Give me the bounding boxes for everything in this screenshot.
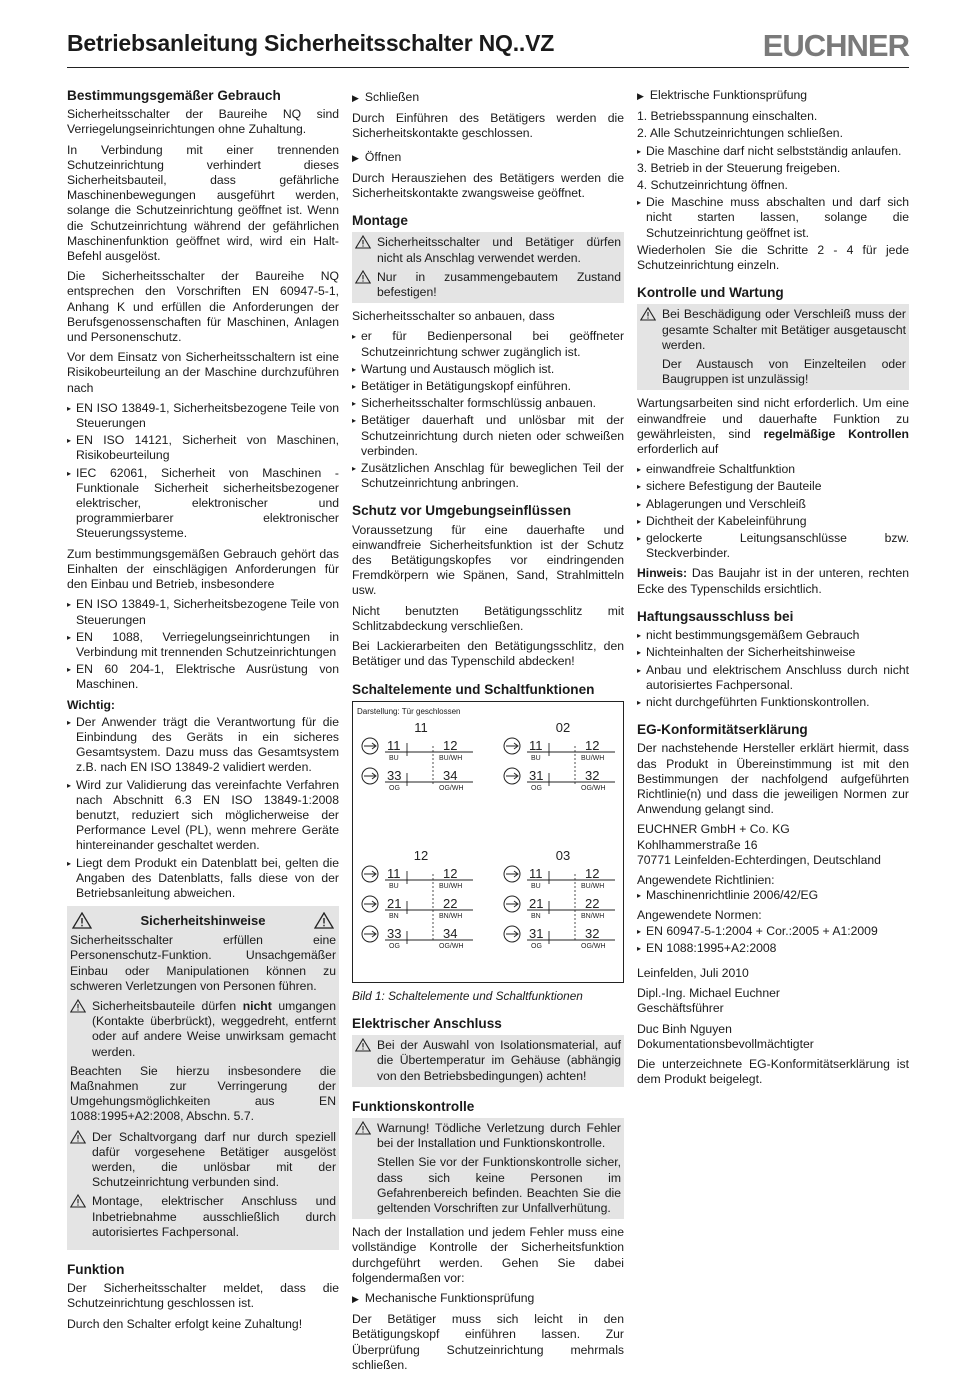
wire-color: OG bbox=[531, 784, 542, 792]
heading-haftung: Haftungsausschluss bei bbox=[637, 608, 794, 624]
diagram-note: Darstellung: Tür geschlossen bbox=[357, 706, 461, 716]
terminal-number: 22 bbox=[585, 895, 600, 911]
warning-text: Warnung! Tödliche Verletzung durch Fehler bei der Installation und Funktionskontrolle. bbox=[377, 1120, 621, 1151]
wire-color: BN bbox=[531, 912, 541, 920]
warning-note bbox=[70, 999, 336, 1060]
address-line: EUCHNER GmbH + Co. KG bbox=[637, 822, 790, 837]
warning-icon bbox=[72, 912, 92, 929]
terminal-number: 31 bbox=[529, 767, 544, 783]
wire-color: BN/WH bbox=[439, 912, 463, 920]
address-line: Kohlhammerstraße 16 bbox=[637, 837, 758, 852]
triangle-bullet-icon: ▶ bbox=[352, 1293, 359, 1304]
warning-icon bbox=[70, 999, 86, 1013]
electrical-warning-box bbox=[352, 1035, 624, 1087]
heading-funktionskontrolle: Funktionskontrolle bbox=[352, 1098, 475, 1114]
warning-note bbox=[70, 1194, 336, 1240]
block-label: 02 bbox=[555, 719, 571, 735]
text: Wartungsarbeiten sind nicht erforderlich. Um eine einwandfreie und dauerhafte Funktion zu gewährleisten, sind bbox=[637, 396, 909, 441]
subheading-text: Schließen bbox=[364, 90, 420, 104]
heading-kontrolle: Kontrolle und Wartung bbox=[637, 285, 784, 301]
list-item: ▸ Nichteinhalten der Sicherheitshinweise bbox=[637, 645, 909, 660]
terminal-number: 12 bbox=[443, 865, 458, 881]
wire-color: OG/WH bbox=[439, 942, 464, 950]
document-title: Betriebsanleitung Sicherheitsschalter NQ..VZ bbox=[67, 30, 555, 56]
paragraph: Bei Lackierarbeiten den Betätigungsschlitz, den Betätiger und das Typenschild abdecken! bbox=[352, 639, 624, 669]
wire-color: BU/WH bbox=[581, 754, 605, 762]
subheading-text: Öffnen bbox=[364, 149, 402, 164]
text: erforderlich auf bbox=[637, 442, 719, 457]
list-item: ▸ Wird zur Validierung das vereinfachte Verfahren nach Abschnitt 6.3 EN ISO 13849-1:2008 benutzt, reduziert sich möglicherweise der Performance Level (PL), wenn mehrere Geräte hintereinander geschaltet werden. bbox=[67, 778, 339, 854]
wire-color: BU/WH bbox=[439, 882, 463, 890]
safety-notes-header bbox=[70, 910, 336, 933]
applied-standards-list bbox=[637, 924, 909, 956]
terminal-number: 22 bbox=[443, 895, 458, 911]
step-item: 2. Alle Schutzeinrichtungen schließen. bbox=[637, 126, 843, 141]
list-item: ▸ Liegt dem Produkt ein Datenblatt bei, gelten die Angaben des Datenblatts, falls diese von der Betriebsanleitung abweichen. bbox=[67, 856, 339, 902]
list-item: ▸ Ablagerungen und Verschleiß bbox=[637, 497, 909, 512]
list-item: ▸ Wartung und Austausch möglich ist. bbox=[352, 362, 624, 377]
paragraph: Zum bestimmungsgemäßen Gebrauch gehört das Einhalten der einschlägigen Anforderungen für den Einbau und Betrieb, insbesondere bbox=[67, 546, 339, 592]
warning-text: Montage, elektrischer Anschluss und Inbetriebnahme ausschließlich durch autorisiertes Fachpersonal. bbox=[92, 1194, 336, 1239]
header-rule bbox=[67, 67, 909, 68]
wire-color: BU/WH bbox=[439, 754, 463, 762]
wire-color: OG bbox=[389, 784, 400, 792]
list-item: ▸ Der Anwender trägt die Verantwortung für die Einbindung des Geräts in ein sicheres Gesamtsystem. Dazu muss das Gesamtsystem z.B. nach EN ISO 13849-2 validiert werden. bbox=[67, 715, 339, 776]
paragraph: Durch Herausziehen des Betätigers werden die Sicherheitskontakte zwangsweise geöffnet. bbox=[352, 170, 624, 201]
column-1 bbox=[67, 88, 339, 1337]
warning-text: Bei Beschädigung oder Verschleiß muss der gesamte Schalter mit Betätiger ausgetauscht werden. bbox=[662, 307, 906, 352]
paragraph: Vor dem Einsatz von Sicherheitsschaltern ist eine Risikobeurteilung an der Maschine durchzuführen nach bbox=[67, 350, 339, 395]
terminal-number: 11 bbox=[529, 737, 543, 753]
warning-note bbox=[640, 307, 906, 353]
terminal-number: 34 bbox=[443, 767, 458, 783]
list-item: ▸ nicht bestimmungsgemäßem Gebrauch bbox=[637, 628, 909, 643]
heading-schaltelemente: Schaltelemente und Schaltfunktionen bbox=[352, 681, 595, 697]
liability-list bbox=[637, 628, 909, 710]
block-label: 03 bbox=[555, 847, 571, 863]
wire-color: OG bbox=[531, 942, 542, 950]
paragraph: Nicht benutzten Betätigungsschlitz mit Schlitzabdeckung verschließen. bbox=[352, 603, 624, 633]
paragraph: Der Betätiger muss sich leicht in den Betätigungskopf einführen lassen. Zur Überprüfung Schutzeinrichtung mehrmals schließen. bbox=[352, 1312, 624, 1372]
list-item: ▸ EN ISO 13849-1, Sicherheitsbezogene Teile von Steuerungen bbox=[67, 401, 339, 431]
heading-elektrischer-anschluss: Elektrischer Anschluss bbox=[352, 1015, 502, 1031]
warning-text-bold: nicht bbox=[242, 998, 272, 1013]
paragraph: Durch Einführen des Betätigers werden die Sicherheitskontakte geschlossen. bbox=[352, 111, 624, 141]
wire-color: BU/WH bbox=[581, 882, 605, 890]
list-item: ▸ EN 1088, Verriegelungseinrichtungen in Verbindung mit trennenden Schutzeinrichtungen bbox=[67, 630, 339, 660]
list-item: ▸ gelockerte Leitungsanschlüsse bzw. Steckverbinder. bbox=[637, 531, 909, 561]
warning-text: Der Schaltvorgang darf nur durch speziell dafür vorgesehene Betätiger ausgelöst werden, die unlösbar mit der Schutzeinrichtung verbunden sind. bbox=[92, 1129, 336, 1190]
mounting-list bbox=[352, 329, 624, 491]
mounting-warnings-box bbox=[352, 232, 624, 303]
paragraph: In Verbindung mit einer trennenden Schutzeinrichtung verhindert dieses Sicherheitsbauteil, dass gefährliche Maschinenbewegungen ausgeführt werden, solange die Schutzeinrichtung geöffnet ist. Wenn die Schutzeinrichtung während der gefährlichen Maschinenfunktion geöffnet wird, wird ein Halt-Befehl ausgelöst. bbox=[67, 142, 339, 264]
list-item: ▸ er für Bedienpersonal bei geöffneter Schutzeinrichtung schwer zugänglich ist. bbox=[352, 329, 624, 359]
terminal-number: 34 bbox=[443, 925, 458, 941]
function-check-warning-box bbox=[352, 1118, 624, 1219]
list-item: ▸ Betätiger dauerhaft und unlösbar mit der Schutzeinrichtung durch nieten oder schweißen verbinden. bbox=[352, 413, 624, 459]
switching-elements-diagram bbox=[352, 701, 624, 983]
terminal-number: 12 bbox=[585, 865, 600, 881]
terminal-number: 33 bbox=[387, 767, 402, 783]
signatory-role: Dokumentationsbevollmächtigter bbox=[637, 1036, 814, 1051]
list-item: ▸ EN 60947-5-1:2004 + Cor.:2005 + A1:2009 bbox=[637, 924, 909, 939]
wire-color: BN bbox=[389, 912, 399, 920]
steps-list bbox=[637, 161, 909, 193]
column-2 bbox=[352, 88, 624, 1378]
warning-text: Sicherheitsschalter und Betätiger dürfen nicht als Anschlag verwendet werden. bbox=[377, 235, 621, 265]
standards-label: Angewendete Normen: bbox=[637, 908, 762, 923]
block-label: 11 bbox=[414, 719, 428, 735]
list-item: ▸ IEC 62061, Sicherheit von Maschinen - Funktionale Sicherheit sicherheitsbezogener elektrischer, elektronischer und programmierbarer elektronischer Steuerungssysteme. bbox=[67, 466, 339, 542]
list-item: ▸ Die Maschine muss abschalten und darf sich nicht starten lassen, solange die Schutzeinrichtung geöffnet ist. bbox=[637, 195, 909, 241]
warning-text: Nur in zusammengebautem Zustand befestigen! bbox=[377, 269, 621, 300]
subheading-schliessen bbox=[352, 90, 624, 106]
terminal-number: 12 bbox=[443, 737, 458, 753]
wire-color: BU bbox=[531, 754, 541, 762]
wire-color: OG/WH bbox=[439, 784, 464, 792]
subheading-text: Mechanische Funktionsprüfung bbox=[364, 1290, 535, 1305]
warning-icon bbox=[355, 235, 371, 249]
terminal-number: 21 bbox=[387, 895, 402, 911]
result-list bbox=[637, 195, 909, 241]
signatory-name: Duc Binh Nguyen bbox=[637, 1021, 732, 1036]
step-item: 1. Betriebsspannung einschalten. bbox=[637, 109, 818, 124]
wire-color: OG bbox=[389, 942, 400, 950]
result-list bbox=[637, 144, 909, 159]
directives-label: Angewendete Richtlinien: bbox=[637, 872, 775, 887]
note-text: Das Baujahr ist in der unteren, rechten Ecke des Typenschilds ersichtlich. bbox=[637, 566, 909, 596]
terminal-number: 31 bbox=[529, 925, 544, 941]
standards-list bbox=[67, 597, 339, 692]
terminal-number: 12 bbox=[585, 737, 600, 753]
heading-bestimmung: Bestimmungsgemäßer Gebrauch bbox=[67, 88, 281, 103]
subheading-elektrisch bbox=[637, 88, 909, 104]
paragraph: Beachten Sie hierzu insbesondere die Maßnahmen zur Verringerung der Umgehungsmöglichkeiten aus EN 1088:1995+A2:2008, Abschn. 5.7. bbox=[70, 1063, 336, 1124]
step-item: 4. Schutzeinrichtung öffnen. bbox=[637, 178, 788, 193]
warning-icon bbox=[355, 270, 371, 284]
important-list bbox=[67, 715, 339, 901]
heading-schutz: Schutz vor Umgebungseinflüssen bbox=[352, 503, 572, 519]
manufacturer-address bbox=[637, 822, 909, 868]
wire-color: OG/WH bbox=[581, 942, 606, 950]
signatory-2 bbox=[637, 1022, 909, 1052]
paragraph: Voraussetzung für eine dauerhafte und einwandfreie Sicherheitsfunktion ist der Schutz des Betätigungskopfes vor eindringenden Fremdkörpern wie Spänen, Sand, Strahlmitteln usw. bbox=[352, 522, 624, 598]
subheading-mechanisch bbox=[352, 1291, 624, 1307]
list-item: ▸ Betätiger in Betätigungskopf einführen. bbox=[352, 379, 624, 394]
place-date: Leinfelden, Juli 2010 bbox=[637, 965, 749, 980]
warning-icon bbox=[70, 1194, 86, 1208]
paragraph: Die Sicherheitsschalter der Baureihe NQ entsprechen den Vorschriften EN 60947-5-1, Anhang K und erfüllen die Anforderungen der Berufsgenossenschaften für Maschinen, Anlagen und Personenschutz. bbox=[67, 269, 339, 345]
warning-note bbox=[355, 1121, 621, 1151]
signatory-name: Dipl.-Ing. Michael Euchner bbox=[637, 986, 780, 1001]
brand-logo: EUCHNER bbox=[762, 28, 909, 63]
switching-elements-svg bbox=[353, 702, 623, 980]
terminal-number: 11 bbox=[387, 737, 401, 753]
paragraph bbox=[637, 396, 909, 457]
paragraph: Sicherheitsschalter erfüllen eine Personenschutz-Funktion. Unsachgemäßer Einbau oder Manipulationen können zu schweren Verletzungen von Personen führen. bbox=[70, 933, 336, 993]
terminal-number: 11 bbox=[387, 865, 401, 881]
list-item: ▸ Die Maschine darf nicht selbstständig anlaufen. bbox=[637, 144, 909, 159]
paragraph bbox=[637, 566, 909, 596]
safety-notes-title: Sicherheitshinweise bbox=[140, 913, 266, 929]
list-item: ▸ Dichtheit der Kabeleinführung bbox=[637, 514, 909, 529]
signatory-1 bbox=[637, 986, 909, 1016]
subheading-oeffnen bbox=[352, 150, 624, 166]
address-line: 70771 Leinfelden-Echterdingen, Deutschland bbox=[637, 852, 881, 867]
warning-text: umgangen (Kontakte überbrückt), weggedreht, entfernt oder auf andere Weise unwirksam gemacht werden. bbox=[92, 998, 336, 1059]
terminal-number: 21 bbox=[529, 895, 544, 911]
warning-text: Sicherheitsbauteile dürfen bbox=[92, 998, 243, 1013]
paragraph: Die unterzeichnete EG-Konformitätserklärung ist dem Produkt beigelegt. bbox=[637, 1056, 909, 1087]
subheading-text: Elektrische Funktionsprüfung bbox=[649, 88, 808, 102]
paragraph: Der Sicherheitsschalter meldet, dass die Schutzeinrichtung geschlossen ist. bbox=[67, 1281, 339, 1311]
directives-list bbox=[637, 888, 909, 903]
warning-icon bbox=[314, 912, 334, 929]
warning-note bbox=[70, 1130, 336, 1191]
list-item: ▸ einwandfreie Schaltfunktion bbox=[637, 462, 909, 477]
figure-caption: Bild 1: Schaltelemente und Schaltfunktionen bbox=[352, 988, 583, 1003]
wire-color: OG/WH bbox=[581, 784, 606, 792]
warning-text: Bei der Auswahl von Isolationsmaterial, auf die Übertemperatur im Gehäuse (abhängig von den Betriebsbedingungen) achten! bbox=[377, 1038, 621, 1083]
paragraph: Wiederholen Sie die Schritte 2 - 4 für jede Schutzeinrichtung einzeln. bbox=[637, 242, 909, 273]
step-item: 3. Betrieb in der Steuerung freigeben. bbox=[637, 160, 841, 175]
checks-list bbox=[637, 462, 909, 561]
warning-note bbox=[355, 235, 621, 265]
terminal-number: 33 bbox=[387, 925, 402, 941]
wire-color: BU bbox=[531, 882, 541, 890]
warning-text: Stellen Sie vor der Funktionskontrolle sicher, dass sich keine Personen im Gefahrenbereich befinden. Beachten Sie die geltenden Vorschriften zur Unfallverhütung. bbox=[377, 1155, 621, 1215]
warning-text: Der Austausch von Einzelteilen oder Baugruppen ist unzulässig! bbox=[662, 357, 906, 387]
list-item: ▸ EN ISO 13849-1, Sicherheitsbezogene Teile von Steuerungen bbox=[67, 597, 339, 627]
triangle-bullet-icon: ▶ bbox=[352, 152, 359, 163]
block-label: 12 bbox=[413, 847, 429, 863]
list-item: ▸ nicht durchgeführten Funktionskontrollen. bbox=[637, 695, 909, 710]
list-item: ▸ Zusätzlichen Anschlag für beweglichen Teil der Schutzeinrichtung anbringen. bbox=[352, 461, 624, 491]
terminal-number: 32 bbox=[585, 925, 600, 941]
list-item: ▸ Sicherheitsschalter formschlüssig anbauen. bbox=[352, 396, 624, 411]
list-item: ▸ Anbau und elektrischem Anschluss durch nicht autorisiertes Fachpersonal. bbox=[637, 663, 909, 693]
list-item: ▸ EN ISO 14121, Sicherheit von Maschinen, Risikobeurteilung bbox=[67, 433, 339, 463]
signatory-role: Geschäftsführer bbox=[637, 1001, 724, 1016]
warning-icon bbox=[355, 1038, 371, 1052]
note-label: Hinweis: bbox=[637, 566, 688, 581]
terminal-number: 11 bbox=[529, 865, 543, 881]
list-item: ▸ EN 1088:1995+A2:2008 bbox=[637, 941, 909, 956]
heading-montage: Montage bbox=[352, 213, 408, 229]
paragraph: Durch den Schalter erfolgt keine Zuhaltung! bbox=[67, 1316, 303, 1331]
warning-icon bbox=[355, 1121, 371, 1135]
wire-color: BU bbox=[389, 882, 399, 890]
warning-icon bbox=[640, 307, 656, 321]
list-item: ▸ Maschinenrichtlinie 2006/42/EG bbox=[637, 888, 909, 903]
column-3 bbox=[637, 88, 909, 1092]
steps-list bbox=[637, 109, 909, 141]
list-item: ▸ EN 60 204-1, Elektrische Ausrüstung von Maschinen. bbox=[67, 662, 339, 692]
paragraph: Sicherheitsschalter der Baureihe NQ sind Verriegelungseinrichtungen ohne Zuhaltung. bbox=[67, 107, 339, 137]
maintenance-warning-box bbox=[637, 304, 909, 390]
triangle-bullet-icon: ▶ bbox=[352, 93, 359, 103]
important-label: Wichtig: bbox=[67, 697, 115, 712]
heading-funktion: Funktion bbox=[67, 1262, 125, 1278]
paragraph: Sicherheitsschalter so anbauen, dass bbox=[352, 309, 555, 324]
wire-color: BU bbox=[389, 754, 399, 762]
paragraph: Nach der Installation und jedem Fehler muss eine vollständige Kontrolle der Sicherheitsfunktion durchgeführt werden. Gehen Sie dabei folgendermaßen vor: bbox=[352, 1225, 624, 1285]
warning-note bbox=[355, 270, 621, 300]
terminal-number: 32 bbox=[585, 767, 600, 783]
wire-color: BN/WH bbox=[581, 912, 605, 920]
paragraph: Der nachstehende Hersteller erklärt hiermit, dass das Produkt in Übereinstimmung ist mit den Bestimmungen der nachfolgend aufgeführten Richtlinie(n) und dass die jeweiligen Normen zur Anwendung gelangt sind. bbox=[637, 741, 909, 817]
triangle-bullet-icon: ▶ bbox=[637, 91, 644, 101]
warning-icon bbox=[70, 1130, 86, 1144]
list-item: ▸ sichere Befestigung der Bauteile bbox=[637, 479, 909, 494]
standards-list bbox=[67, 401, 339, 542]
warning-note bbox=[355, 1038, 621, 1084]
heading-eg-konformitaet: EG-Konformitätserklärung bbox=[637, 722, 808, 738]
text-bold: regelmäßige Kontrollen bbox=[763, 426, 910, 441]
safety-notes-box bbox=[67, 906, 339, 1250]
